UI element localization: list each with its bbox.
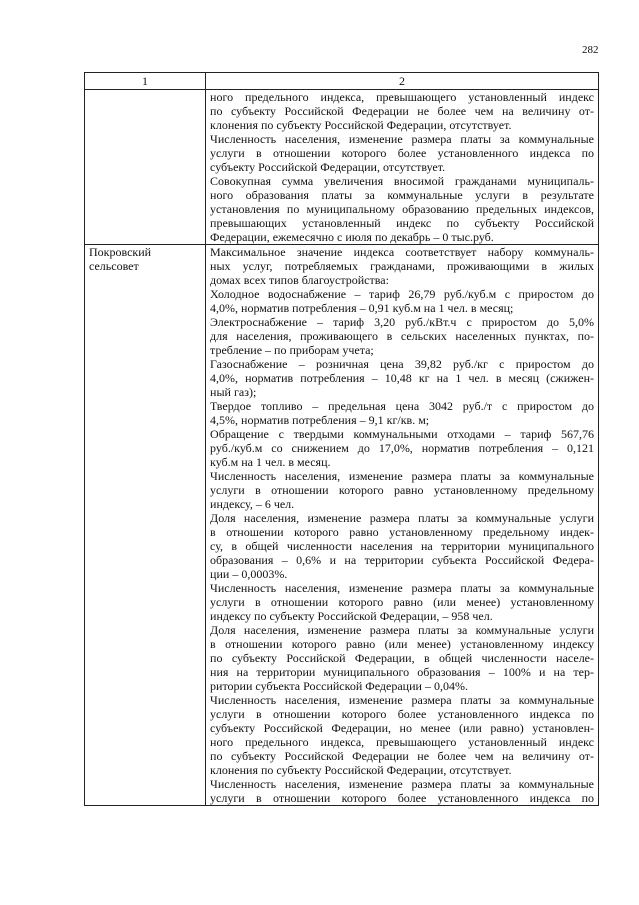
text-line: 4,5%, норматив потребления – 9,1 кг/кв. м;: [210, 413, 430, 427]
text-line: по субъекту Российской Федерации, в общей численности населе-: [210, 651, 594, 665]
text-line: Совокупная сумма увеличения вносимой гражданами муниципаль-: [210, 174, 594, 188]
text-line: услуги в отношении которого равно (или менее) установленному: [210, 595, 594, 609]
text-line: Твердое топливо – предельная цена 3042 руб./т с приростом до: [210, 399, 594, 413]
text-line: Максимальное значение индекса соответствует набору коммуналь-: [210, 245, 594, 259]
text-line: 4,0%, норматив потребления – 10,48 кг на 1 чел. в месяц (сжижен-: [210, 371, 594, 385]
text-line: для населения, проживающего в сельских населенных пунктах, по-: [210, 329, 594, 343]
municipality-cell: [85, 90, 206, 245]
text-line: в отношении которого равно (или менее) установленному индексу: [210, 637, 594, 651]
text-line: услуги в отношении которого более установленного индекса по: [210, 707, 594, 721]
municipality-name: Покровский сельсовет: [89, 245, 152, 273]
text-line: индексу по субъекту Российской Федерации, – 958 чел.: [210, 609, 493, 623]
text-line: клонения по субъекту Российской Федерации, отсутствует.: [210, 763, 512, 777]
text-line: Численность населения, изменение размера платы за коммунальные: [210, 693, 594, 707]
description-cell: [206, 90, 599, 245]
text-line: требление – по приборам учета;: [210, 343, 374, 357]
text-line: 4,0%, норматив потребления – 0,91 куб.м на 1 чел. в месяц;: [210, 301, 514, 315]
text-line: Численность населения, изменение размера платы за коммунальные: [210, 469, 594, 483]
text-line: Численность населения, изменение размера платы за коммунальные: [210, 581, 594, 595]
text-line: в отношении которого равно установленному предельному индек-: [210, 525, 594, 539]
text-line: услуги в отношении которого более установленного индекса по: [210, 791, 594, 805]
text-line: образования – 0,6% и на территории субъекта Российской Федера-: [210, 553, 594, 567]
text-line: ции – 0,0003%.: [210, 567, 288, 581]
text-line: куб.м на 1 чел. в месяц.: [210, 455, 331, 469]
column-header-2: 2: [206, 73, 599, 90]
text-line: руб./куб.м со снижением до 17,0%, норматив потребления – 0,121: [210, 441, 594, 455]
text-line: Холодное водоснабжение – тариф 26,79 руб./куб.м с приростом до: [210, 287, 594, 301]
text-line: ных услуг, потребляемых гражданами, проживающими в жилых: [210, 259, 594, 273]
text-line: установления по муниципальному образованию предельных индексов,: [210, 202, 594, 216]
text-line: Федерации, ежемесячно с июля по декабрь – 0 тыс.руб.: [210, 230, 494, 244]
text-line: услуги в отношении которого более установленного индекса по: [210, 146, 594, 160]
text-line: Доля населения, изменение размера платы за коммунальные услуги: [210, 623, 594, 637]
text-line: индексу, – 6 чел.: [210, 497, 295, 511]
text-line: субъекту Российской Федерации, отсутствует.: [210, 160, 446, 174]
text-line: Численность населения, изменение размера платы за коммунальные: [210, 777, 594, 791]
text-line: ный газ);: [210, 385, 257, 399]
text-line: субъекту Российской Федерации, но менее (или равно) установлен-: [210, 721, 594, 735]
text-line: Обращение с твердыми коммунальными отходами – тариф 567,76: [210, 427, 594, 441]
text-line: превышающих установленный индекс по субъекту Российской: [210, 216, 594, 230]
page-number: 282: [582, 44, 599, 56]
text-line: ритории субъекта Российской Федерации – 0,04%.: [210, 679, 468, 693]
text-line: су, в общей численности населения на территории муниципального: [210, 539, 594, 553]
text-line: Газоснабжение – розничная цена 39,82 руб./кг с приростом до: [210, 357, 594, 371]
text-line: домах всех типов благоустройства:: [210, 273, 389, 287]
text-line: ного образования платы за коммунальные услуги в результате: [210, 188, 594, 202]
municipality-cell: [85, 245, 206, 806]
description-cell: [206, 245, 599, 806]
text-line: клонения по субъекту Российской Федерации, отсутствует.: [210, 118, 512, 132]
table-header-row: [85, 73, 599, 90]
text-line: по субъекту Российской Федерации не более чем на величину от-: [210, 749, 594, 763]
text-line: ния на территории муниципального образования – 100% и на тер-: [210, 665, 594, 679]
table-row: [85, 245, 599, 806]
text-line: ного предельного индекса, превышающего установленный индекс: [210, 735, 594, 749]
text-line: Численность населения, изменение размера платы за коммунальные: [210, 132, 594, 146]
text-line: Доля населения, изменение размера платы за коммунальные услуги: [210, 511, 594, 525]
text-line: ного предельного индекса, превышающего установленный индекс: [210, 90, 594, 104]
text-line: по субъекту Российской Федерации не более чем на величину от-: [210, 104, 594, 118]
table-row: [85, 90, 599, 245]
text-line: Электроснабжение – тариф 3,20 руб./кВт.ч с приростом до 5,0%: [210, 315, 594, 329]
data-table: [84, 72, 599, 806]
text-line: услуги в отношении которого равно установленному предельному: [210, 483, 594, 497]
column-header-1: 1: [85, 73, 206, 90]
